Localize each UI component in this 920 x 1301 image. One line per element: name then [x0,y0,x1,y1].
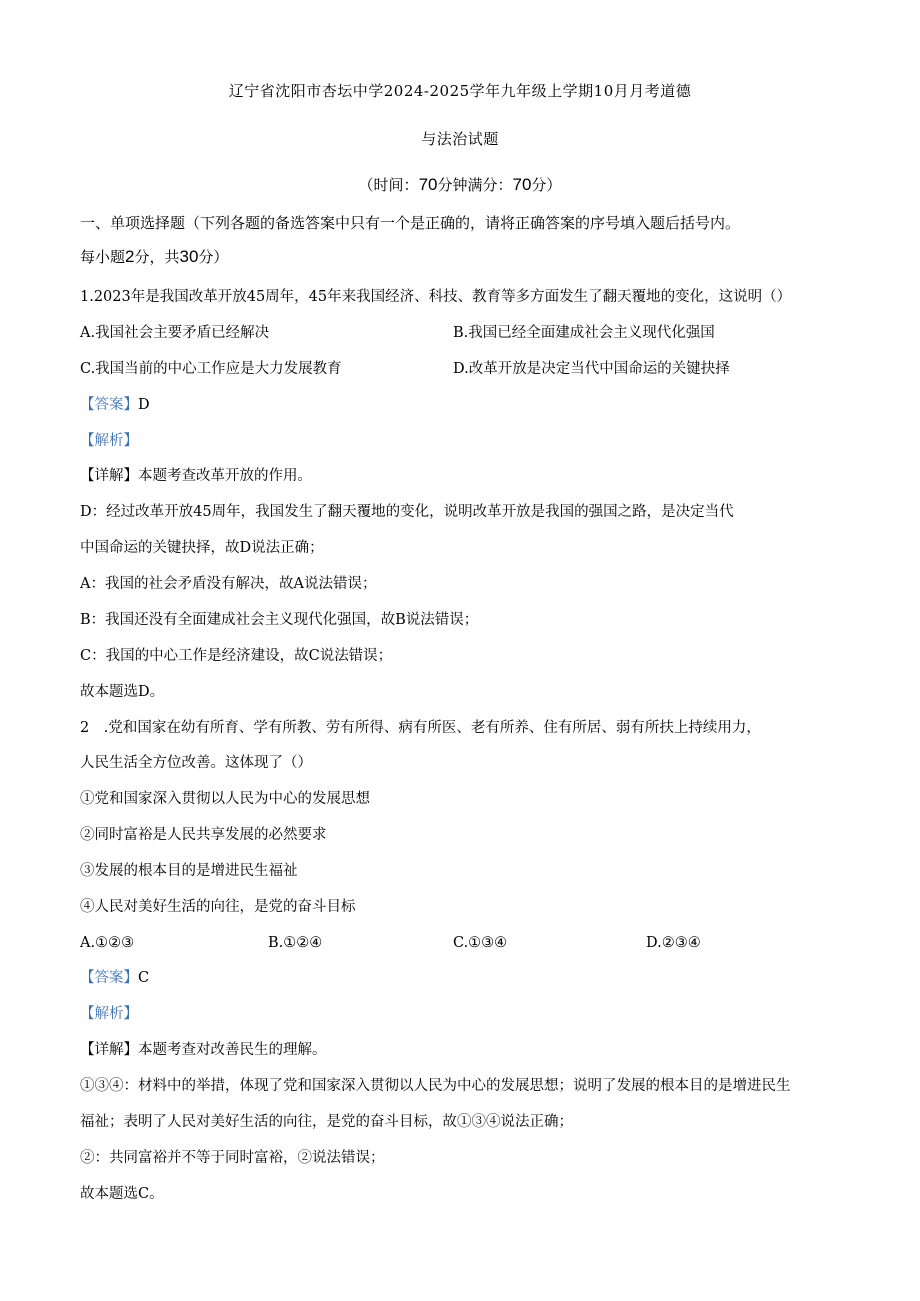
q1-option-d: D.改革开放是决定当代中国命运的关键抉择 [453,361,730,377]
q2-item-3: ③发展的根本目的是增进民生福祉 [80,863,298,879]
q2-option-b: B.①②④ [268,935,323,951]
q2-detail-tag: 【详解】 [80,1042,138,1058]
q2-explanation-line2: 福祉；表明了人民对美好生活的向往，是党的奋斗目标，故①③④说法正确； [80,1114,573,1130]
q1-answer [80,395,150,415]
q1-conclusion: 故本题选D。 [80,684,165,700]
q1-explanation-line1: D：经过改革开放45周年，我国发生了翻天覆地的变化，说明改革开放是我国的强国之路，是决定当代 [80,504,734,520]
q1-explanation-line4: B：我国还没有全面建成社会主义现代化强国，故B说法错误； [80,612,479,628]
q1-detail-text: 本题考查改革开放的作用。 [138,468,312,484]
subtitle-mid: 分钟满分： [437,176,513,194]
subtitle-time-label: （时间： [358,176,419,194]
q2-answer [80,968,149,988]
q1-answer-value: D [138,397,150,413]
q1-detail [80,466,312,486]
q2-conclusion: 故本题选C。 [80,1186,164,1202]
q2-option-d: D.②③④ [646,935,701,951]
q2-item-4: ④人民对美好生活的向往，是党的奋斗目标 [80,899,356,915]
q1-answer-tag: 【答案】 [80,397,138,413]
section-total-label: 分，共 [134,248,180,266]
subtitle-end: 分） [531,176,562,194]
section-per-question-score: 2 [125,247,135,266]
q2-item-1: ①党和国家深入贯彻以人民为中心的发展思想 [80,791,370,807]
page-title-line2: 与法治试题 [421,130,499,148]
q1-stem: 1.2023年是我国改革开放45周年，45年来我国经济、科技、教育等多方面发生了翻天覆地的变化，这说明（） [80,289,792,305]
q1-detail-tag: 【详解】 [80,468,138,484]
page-title-line1: 辽宁省沈阳市杏坛中学2024-2025学年九年级上学期10月月考道德 [228,82,692,100]
q1-option-a: A.我国社会主要矛盾已经解决 [80,325,270,341]
q1-explanation-line2: 中国命运的关键抉择，故D说法正确； [80,540,324,556]
section-total-score: 30 [179,247,199,266]
subtitle-time-value: 70 [418,175,438,194]
q2-answer-value: C [138,970,150,986]
subtitle-score-value: 70 [512,175,532,194]
q2-option-a: A.①②③ [80,935,135,951]
q1-analysis-tag: 【解析】 [80,433,138,449]
q1-explanation-line5: C：我国的中心工作是经济建设，故C说法错误； [80,648,393,664]
q2-analysis-tag: 【解析】 [80,1006,138,1022]
q1-option-b: B.我国已经全面建成社会主义现代化强国 [453,325,715,341]
exam-subtitle [0,174,920,195]
q2-explanation-line3: ②：共同富裕并不等于同时富裕，②说法错误； [80,1150,385,1166]
section-heading-end: 分） [198,248,229,266]
q2-detail-text: 本题考查对改善民生的理解。 [138,1042,327,1058]
q2-item-2: ②同时富裕是人民共享发展的必然要求 [80,827,327,843]
section-heading-line1: 一、单项选择题（下列各题的备选答案中只有一个是正确的，请将正确答案的序号填入题后括号内。 [80,214,741,232]
q2-detail [80,1040,327,1060]
q1-option-c: C.我国当前的中心工作应是大力发展教育 [80,361,342,377]
q2-explanation-line1: ①③④：材料中的举措，体现了党和国家深入贯彻以人民为中心的发展思想；说明了发展的根本目的是增进民生 [80,1078,791,1094]
q2-stem-line2: 人民生活全方位改善。这体现了（） [80,755,312,771]
section-heading-line2 [80,247,228,267]
q1-explanation-line3: A：我国的社会矛盾没有解决，故A说法错误； [80,576,377,592]
q2-answer-tag: 【答案】 [80,970,138,986]
q2-stem-line1: 2 .党和国家在幼有所育、学有所教、劳有所得、病有所医、老有所养、住有所居、弱有所扶上持续用力， [80,720,761,736]
section-per-question-label: 每小题 [80,248,126,266]
q2-option-c: C.①③④ [453,935,508,951]
